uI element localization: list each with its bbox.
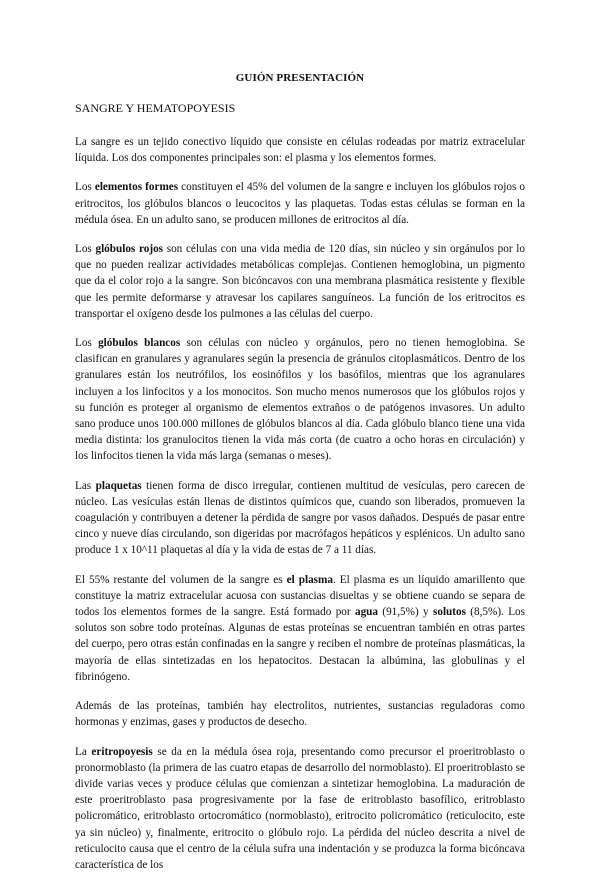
bold-term: glóbulos rojos xyxy=(95,243,163,255)
section-heading: SANGRE Y HEMATOPOYESIS xyxy=(75,101,525,116)
paragraph xyxy=(75,179,525,228)
paragraph-text: (8,5%). Los solutos son sobre todo proteínas. Algunas de estas proteínas se encuentran también en otras partes del cuerpo, pero otras están confinadas en la sangre y reciben el nombre de proteínas plasmáticas, la mayoría de ellas sintetizadas en los hepatocitos. Destacan la albúmina, las globulinas y el fibrinógeno. xyxy=(75,606,525,683)
paragraph xyxy=(75,335,525,465)
paragraph-text: Los xyxy=(75,337,98,349)
paragraph-text: Las xyxy=(75,480,96,492)
paragraph-text: La xyxy=(75,746,91,758)
document-title: GUIÓN PRESENTACIÓN xyxy=(75,72,525,84)
bold-term: plaquetas xyxy=(96,480,142,492)
paragraph-text: se da en la médula ósea roja, presentando como precursor el proeritroblasto o pronormoblasto (la primera de las cuatro etapas de desarrollo del normoblasto). El proeritroblasto se divide varias veces y produce células que comienzan a sintetizar hemoglobina. La maduración de este proeritroblasto pasa progresivamente por la fase de eritroblasto basofílico, eritroblasto policromático, eritroblasto ortocromático (normoblasto), eritrocito policromático (reticulocito, este ya sin núcleo) y, finalmente, eritrocito o glóbulo rojo. La pérdida del núcleo descrita a nivel de reticulocito causa que el centro de la célula sufra una indentación y se produzca la forma bicóncava característica de los xyxy=(75,746,525,871)
bold-term: elementos formes xyxy=(95,181,178,193)
bold-term: glóbulos blancos xyxy=(98,337,180,349)
bold-term: eritropoyesis xyxy=(91,746,152,758)
paragraph xyxy=(75,478,525,559)
paragraph-text: El 55% restante del volumen de la sangre es xyxy=(75,574,287,586)
paragraph-text: . El plasma es un líquido amarillento que constituye la matriz extracelular acuosa con sustancias disueltas y se obtiene cuando se separa de todos los elementos formes de la sangre. Está formado por xyxy=(75,574,525,618)
paragraph xyxy=(75,134,525,166)
paragraph-text: (91,5%) y xyxy=(378,606,433,618)
bold-term: agua xyxy=(355,606,378,618)
paragraph xyxy=(75,744,525,873)
paragraph-text: son células con una vida media de 120 días, sin núcleo y sin orgánulos por lo que no pueden realizar actividades metabólicas complejas. Contienen hemoglobina, un pigmento que da el color rojo a la sangre. Son bicóncavos con una membrana plasmática resistente y flexible que les permite deformarse y atravesar los capilares sanguíneos. La función de los eritrocitos es transportar el oxígeno desde los pulmones a las células del cuerpo. xyxy=(75,243,525,320)
paragraph-text: Además de las proteínas, también hay electrolitos, nutrientes, sustancias reguladoras como hormonas y enzimas, gases y productos de desecho. xyxy=(75,700,525,728)
paragraph xyxy=(75,241,525,322)
paragraph-text: Los xyxy=(75,181,95,193)
paragraph-text: son células con núcleo y orgánulos, pero no tienen hemoglobina. Se clasifican en granulares y agranulares según la presencia de gránulos citoplasmáticos. Dentro de los granulares están los neutrófilos, los eosinófilos y los basófilos, mientras que los agranulares incluyen a los linfocitos y a los monocitos. Son mucho menos numerosos que los glóbulos rojos y su función es proteger al organismo de elementos extraños o de patógenos invasores. Un adulto sano produce unos 100.000 millones de glóbulos blancos al día. Cada glóbulo blanco tiene una vida media distinta: los granulocitos tienen la vida más corta (de cuatro a ocho horas en circulación) y los linfocitos tienen la vida más larga (semanas o meses). xyxy=(75,337,525,462)
paragraph-text: tienen forma de disco irregular, contienen multitud de vesículas, pero carecen de núcleo. Las vesículas están llenas de distintos químicos que, cuando son liberados, promueven la coagulación y contribuyen a detener la pérdida de sangre por vasos dañados. Después de pasar entre cinco y nueve días circulando, son digeridas por macrófagos hepáticos y esplénicos. Un adulto sano produce 1 x 10^11 plaquetas al día y la vida de estas de 7 a 11 días. xyxy=(75,480,525,557)
paragraph-text: La sangre es un tejido conectivo líquido que consiste en células rodeadas por matriz extracelular líquida. Los dos componentes principales son: el plasma y los elementos formes. xyxy=(75,136,525,164)
paragraph xyxy=(75,698,525,730)
paragraph xyxy=(75,572,525,685)
bold-term: el plasma xyxy=(287,574,333,586)
bold-term: solutos xyxy=(433,606,466,618)
document-body xyxy=(75,134,525,873)
paragraph-text: constituyen el 45% del volumen de la sangre e incluyen los glóbulos rojos o eritrocitos, los glóbulos blancos o leucocitos y las plaquetas. Todas estas células se forman en la médula ósea. En un adulto sano, se producen millones de eritrocitos al día. xyxy=(75,181,525,225)
paragraph-text: Los xyxy=(75,243,95,255)
